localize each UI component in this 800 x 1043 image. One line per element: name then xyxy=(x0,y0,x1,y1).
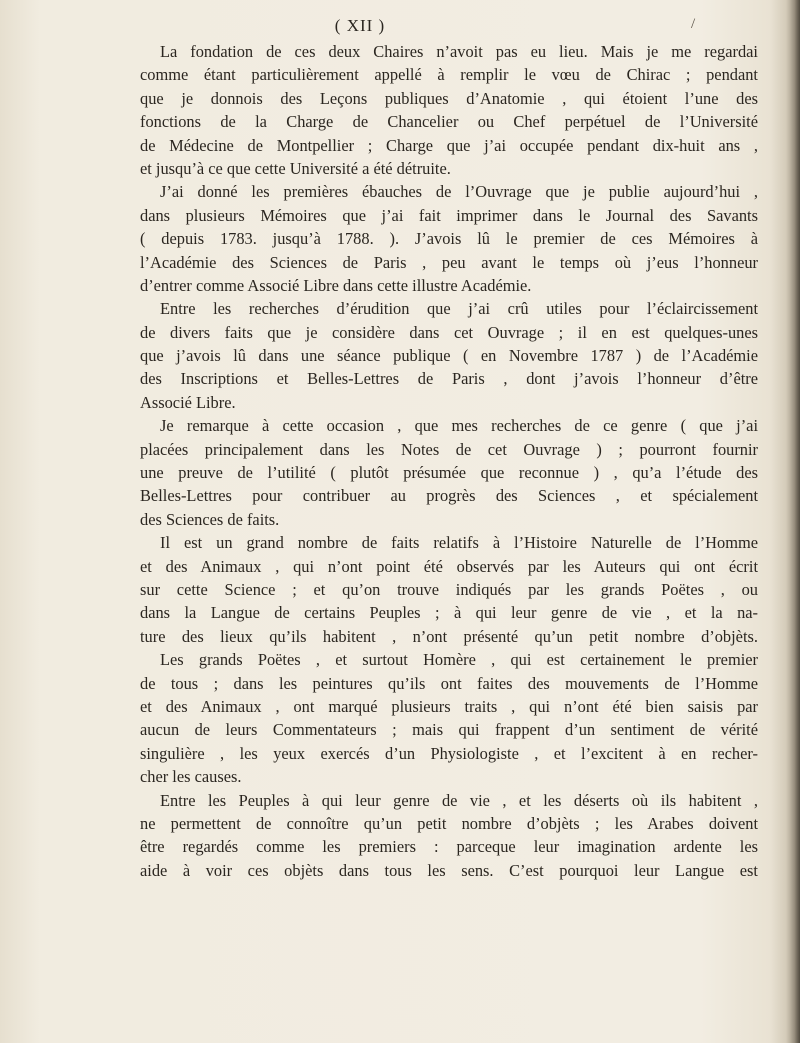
text-line: Je remarque à cette occasion , que mes recherches de ce genre ( que j’ai xyxy=(160,416,758,436)
text-line: Il est un grand nombre de faits relatifs à l’Histoire Naturelle de l’Homme xyxy=(160,533,758,553)
text-line: une preuve de l’utilité ( plutôt présumée que reconnue ) , qu’a l’étude des xyxy=(140,463,758,483)
text-line: ne permettent de connoître qu’un petit nombre d’objèts ; les Arabes doivent xyxy=(140,813,758,833)
text-line: singulière , les yeux exercés d’un Physiologiste , et l’excitent à en recher- xyxy=(140,743,758,763)
text-line: cher les causes. xyxy=(140,767,242,787)
text-line: de tous ; dans les peintures qu’ils ont faites des mouvements de l’Homme xyxy=(140,673,758,693)
text-line: sur cette Science ; et qu’on trouve indiqués par les grands Poëtes , ou xyxy=(140,579,758,599)
text-line: et des Animaux , qui n’ont point été observés par les Auteurs qui ont écrit xyxy=(140,556,758,576)
text-line: dans la Langue de certains Peuples ; à qui leur genre de vie , et la na- xyxy=(140,603,758,623)
text-line: de Médecine de Montpellier ; Charge que j’ai occupée pendant dix-huit ans , xyxy=(140,135,758,155)
text-line: des Inscriptions et Belles-Lettres de Paris , dont j’avois l’honneur d’être xyxy=(140,369,758,389)
page-header xyxy=(0,14,800,38)
text-line: Entre les Peuples à qui leur genre de vie , et les déserts où ils habitent , xyxy=(160,790,758,810)
text-line: que je donnois des Leçons publiques d’Anatomie , qui étoient l’une des xyxy=(140,88,758,108)
text-line: La fondation de ces deux Chaires n’avoit pas eu lieu. Mais je me regardai xyxy=(160,42,758,61)
text-line: fonctions de la Charge de Chancelier ou Chef perpétuel de l’Université xyxy=(140,112,758,132)
text-line: l’Académie des Sciences de Paris , peu avant le temps où j’eus l’honneur xyxy=(140,252,758,272)
text-line: aide à voir ces objèts dans tous les sens. C’est pourquoi leur Langue est xyxy=(140,860,758,880)
text-line: être regardés comme les premiers : parceque leur imagination ardente les xyxy=(140,837,758,857)
text-line: des Sciences de faits. xyxy=(140,509,280,529)
text-line: Les grands Poëtes , et surtout Homère , qui est certainement le premier xyxy=(160,650,758,670)
text-line: dans plusieurs Mémoires que j’ai fait imprimer dans le Journal des Savants xyxy=(140,205,758,225)
text-line: que j’avois lû dans une séance publique ( en Novembre 1787 ) de l’Académie xyxy=(140,346,758,366)
text-line: de divers faits que je considère dans cet Ouvrage ; il en est quelques-unes xyxy=(140,322,758,342)
text-line: comme étant particulièrement appellé à remplir le vœu de Chirac ; pendant xyxy=(140,65,758,85)
text-line: placées principalement dans les Notes de cet Ouvrage ) ; pourront fournir xyxy=(140,439,758,459)
text-line: Associé Libre. xyxy=(140,392,236,412)
page-number: ( XII ) xyxy=(334,16,386,35)
text-line: aucun de leurs Commentateurs ; mais qui frappent d’un sentiment de vérité xyxy=(140,720,758,740)
body-text xyxy=(140,40,758,882)
corner-mark: / xyxy=(691,16,696,32)
text-line: ( depuis 1783. jusqu’à 1788. ). J’avois lû le premier de ces Mémoires à xyxy=(140,229,758,249)
text-line: d’entrer comme Associé Libre dans cette illustre Académie. xyxy=(140,275,532,295)
text-line: et jusqu’à ce que cette Université a été détruite. xyxy=(140,158,451,178)
text-line: Belles-Lettres pour contribuer au progrès des Sciences , et spécialement xyxy=(140,486,758,506)
text-line: Entre les recherches d’érudition que j’ai crû utiles pour l’éclaircissement xyxy=(160,299,758,319)
text-line: et des Animaux , ont marqué plusieurs traits , qui n’ont été bien saisis par xyxy=(140,696,758,716)
text-line: ture des lieux qu’ils habitent , n’ont présenté qu’un petit nombre d’objèts. xyxy=(140,626,758,646)
page-binding-edge xyxy=(786,0,800,1043)
text-line: J’ai donné les premières ébauches de l’Ouvrage que je publie aujourd’hui , xyxy=(160,182,758,202)
